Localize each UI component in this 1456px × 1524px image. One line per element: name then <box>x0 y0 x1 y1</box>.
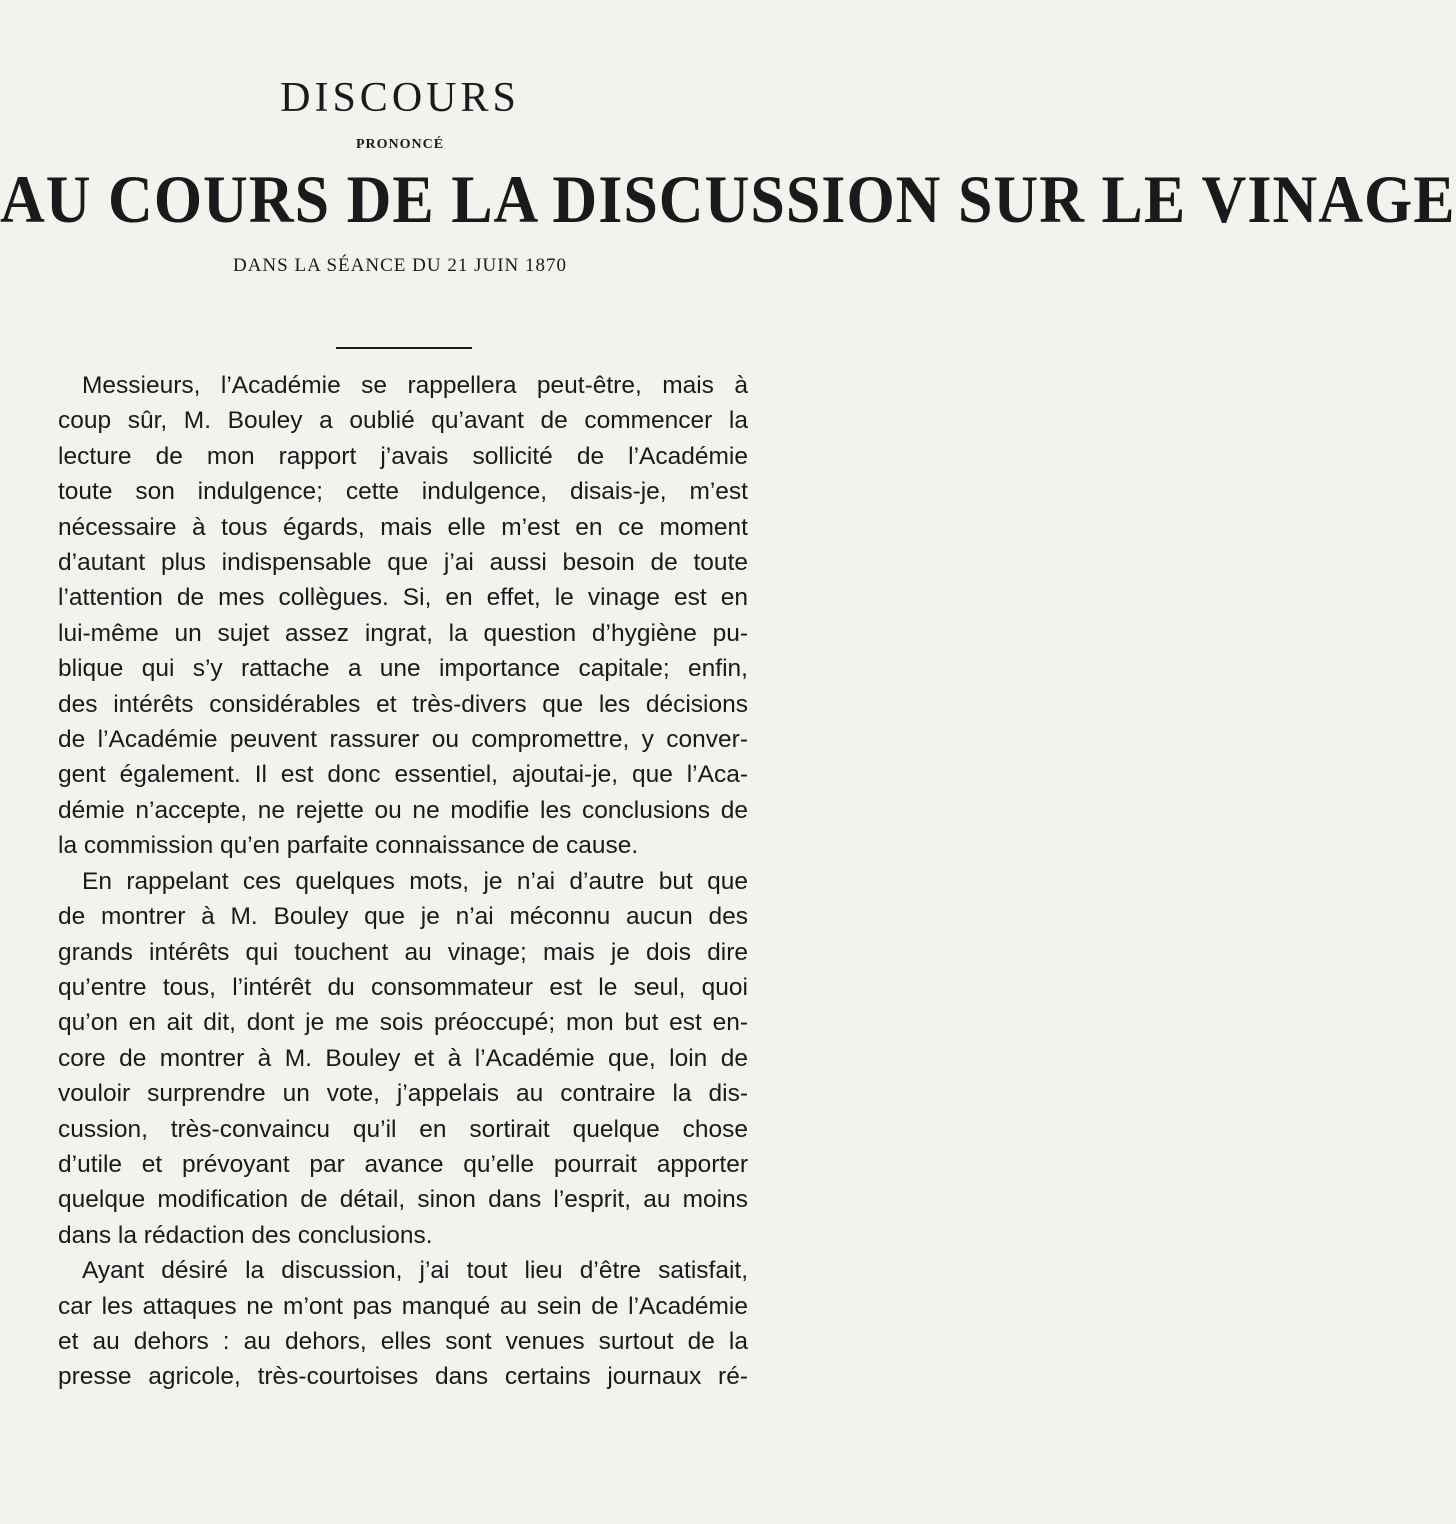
text-line: et au dehors : au dehors, elles sont venues surtout de la <box>58 1327 748 1355</box>
text-line: nécessaire à tous égards, mais elle m’est en ce moment <box>58 513 748 541</box>
session-date: DANS LA SÉANCE DU 21 JUIN 1870 <box>232 255 567 276</box>
text-line: gent également. Il est donc essentiel, ajoutai-je, que l’Aca- <box>58 761 748 789</box>
text-line: blique qui s’y rattache a une importance capitale; enfin, <box>58 655 748 683</box>
paragraph-1 <box>58 368 748 864</box>
text-line: core de montrer à M. Bouley et à l’Académie que, loin de <box>58 1044 748 1072</box>
text-line: d’utile et prévoyant par avance qu’elle pourrait apporter <box>58 1150 748 1178</box>
text-line: Messieurs, l’Académie se rappellera peut-être, mais à <box>82 372 748 399</box>
text-line: lui-même un sujet assez ingrat, la question d’hygiène pu- <box>58 619 748 647</box>
text-line: dans la rédaction des conclusions. <box>58 1221 433 1249</box>
text-line: coup sûr, M. Bouley a oublié qu’avant de commencer la <box>58 407 748 435</box>
text-line: de l’Académie peuvent rassurer ou compromettre, y conver- <box>58 726 748 754</box>
text-line: En rappelant ces quelques mots, je n’ai d’autre but que <box>82 867 748 895</box>
text-line: presse agricole, très-courtoises dans certains journaux ré- <box>58 1363 748 1391</box>
text-line: de montrer à M. Bouley que je n’ai méconnu aucun des <box>58 903 748 931</box>
speech-body <box>58 368 748 1395</box>
text-line: cussion, très-convaincu qu’il en sortirait quelque chose <box>58 1115 748 1143</box>
text-line: d’autant plus indispensable que j’ai aussi besoin de toute <box>58 549 748 577</box>
divider-rule <box>336 347 472 349</box>
text-line: quelque modification de détail, sinon dans l’esprit, au moins <box>58 1186 748 1214</box>
text-line: démie n’accepte, ne rejette ou ne modifie les conclusions de <box>58 796 748 824</box>
text-line: vouloir surprendre un vote, j’appelais au contraire la dis- <box>58 1080 748 1108</box>
document-title: DISCOURS <box>280 75 520 121</box>
document-heading: AU COURS DE LA DISCUSSION SUR LE VINAGE <box>0 162 1456 238</box>
document-subtitle: PRONONCÉ <box>355 137 445 152</box>
text-line: toute son indulgence; cette indulgence, disais-je, m’est <box>58 478 748 506</box>
text-line: qu’on en ait dit, dont je me sois préoccupé; mon but est en- <box>58 1009 748 1037</box>
text-line: lecture de mon rapport j’avais sollicité de l’Académie <box>58 442 748 470</box>
text-line: des intérêts considérables et très-divers que les décisions <box>58 690 748 718</box>
text-line: Ayant désiré la discussion, j’ai tout lieu d’être satisfait, <box>82 1257 748 1285</box>
text-line: grands intérêts qui touchent au vinage; mais je dois dire <box>58 938 748 966</box>
paragraph-2 <box>58 864 748 1253</box>
text-line: la commission qu’en parfaite connaissance de cause. <box>58 832 639 860</box>
text-line: l’attention de mes collègues. Si, en effet, le vinage est en <box>58 584 748 612</box>
text-line: car les attaques ne m’ont pas manqué au sein de l’Académie <box>58 1292 748 1320</box>
text-line: qu’entre tous, l’intérêt du consommateur est le seul, quoi <box>58 973 748 1001</box>
paragraph-3 <box>58 1253 748 1395</box>
